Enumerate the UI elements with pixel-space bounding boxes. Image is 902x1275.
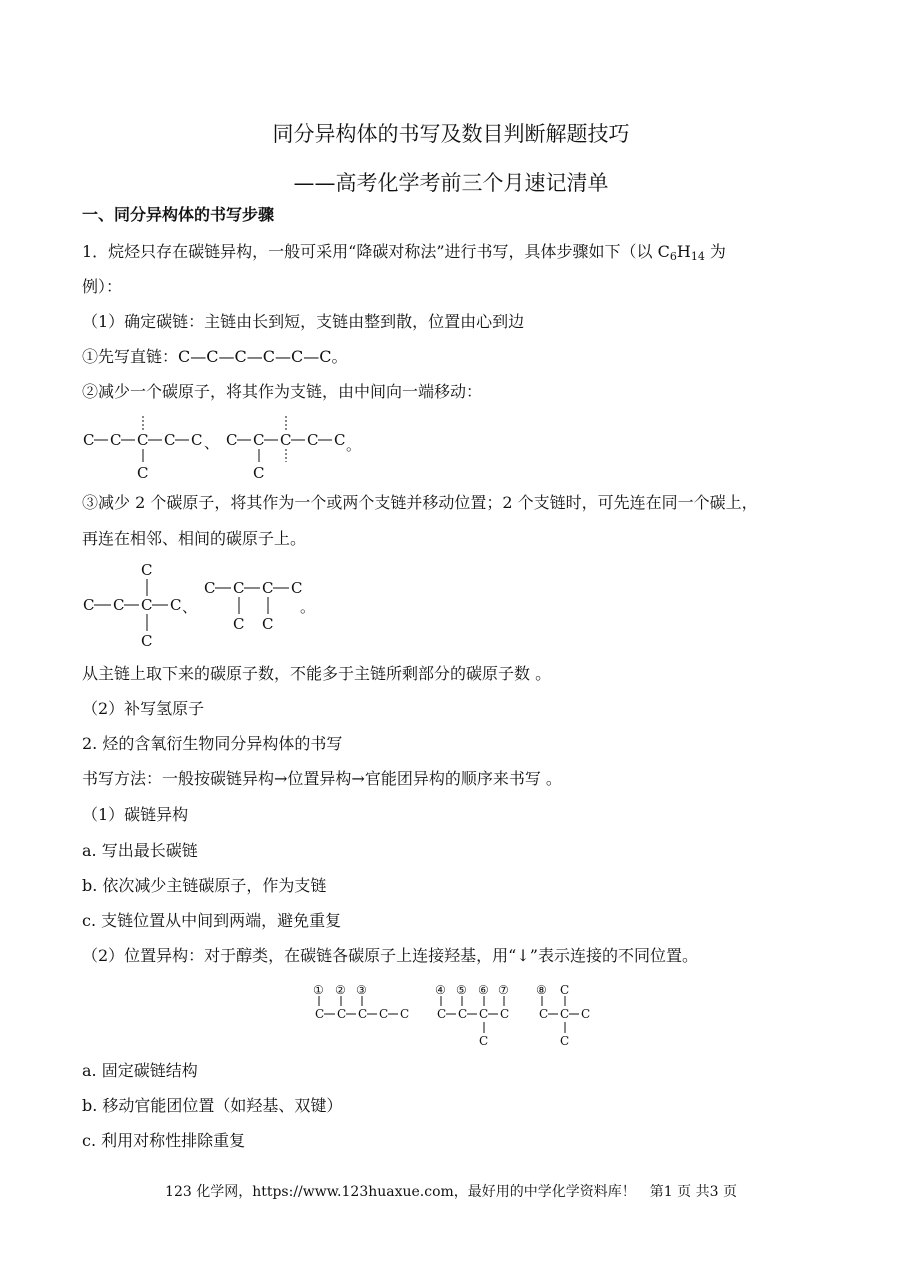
position-label: ⑥ bbox=[478, 983, 489, 997]
paragraph-1-text-end: 为 bbox=[704, 242, 726, 261]
atom: C bbox=[233, 615, 245, 633]
document-title: 同分异构体的书写及数目判断解题技巧 bbox=[272, 122, 630, 146]
structure-2-3-dimethylbutane bbox=[204, 579, 315, 633]
formula-subscript: 14 bbox=[690, 250, 705, 263]
paragraph-2: 2. 烃的含氧衍生物同分异构体的书写 bbox=[82, 734, 343, 753]
atom: C bbox=[113, 596, 125, 614]
position-label: ② bbox=[335, 983, 346, 997]
sub-2a: a. 固定碳链结构 bbox=[82, 1061, 198, 1080]
position-label: ⑧ bbox=[536, 983, 547, 997]
step-1: （1）确定碳链：主链由长到短，支链由整到散，位置由心到边 bbox=[82, 312, 525, 331]
atom: C bbox=[437, 1007, 447, 1021]
position-label: ① bbox=[313, 983, 324, 997]
paragraph-1-cont: 例）： bbox=[82, 277, 123, 296]
atom: C bbox=[191, 431, 203, 449]
page-footer: 123 化学网，https://www.123huaxue.com，最好用的中学化学资料库！ 第1 页 共3 页 bbox=[165, 1184, 737, 1200]
atom: C bbox=[137, 431, 149, 449]
position-label: ③ bbox=[356, 983, 367, 997]
atom: C bbox=[334, 431, 346, 449]
atom: C bbox=[233, 579, 245, 597]
sub-1: （1）碳链异构 bbox=[82, 805, 189, 824]
item-3-cont: 再连在相邻、相间的碳原子上。 bbox=[82, 529, 307, 548]
formula-element: H bbox=[676, 242, 691, 261]
position-label: ④ bbox=[435, 983, 446, 997]
atom: C bbox=[400, 1007, 410, 1021]
atom: C bbox=[164, 431, 176, 449]
sub-2b: b. 移动官能团位置（如羟基、双键） bbox=[82, 1096, 343, 1115]
structure-2-methylpentane bbox=[83, 416, 219, 482]
atom: C bbox=[253, 431, 265, 449]
sub-2: （2）位置异构：对于醇类，在碳链各碳原子上连接羟基，用“↓”表示连接的不同位置。 bbox=[82, 946, 698, 965]
atom: C bbox=[280, 431, 292, 449]
atom: C bbox=[337, 1007, 347, 1021]
atom: C bbox=[83, 596, 95, 614]
atom: C bbox=[170, 596, 182, 614]
atom: C bbox=[358, 1007, 368, 1021]
position-diagram-butane bbox=[313, 983, 409, 1021]
atom: C bbox=[581, 1007, 591, 1021]
atom: C bbox=[560, 1007, 570, 1021]
separator: 、 bbox=[204, 434, 220, 452]
atom: C bbox=[479, 1007, 489, 1021]
position-label: ⑦ bbox=[498, 983, 509, 997]
atom: C bbox=[560, 1034, 570, 1048]
atom: C bbox=[458, 1007, 468, 1021]
atom: C bbox=[83, 431, 95, 449]
atom: C bbox=[500, 1007, 510, 1021]
position-label: ⑤ bbox=[456, 983, 467, 997]
atom: C bbox=[560, 983, 570, 997]
paragraph-1-text: 1．烷烃只存在碳链异构，一般可采用“降碳对称法”进行书写，具体步骤如下（以 C bbox=[82, 242, 670, 261]
item-3: ③减少 2 个碳原子，将其作为一个或两个支链并移动位置；2 个支链时，可先连在同一个碳上， bbox=[82, 493, 758, 512]
atom: C bbox=[291, 579, 303, 597]
atom: C bbox=[307, 431, 319, 449]
structure-2-2-dimethylbutane bbox=[83, 561, 197, 650]
position-diagram-methylbutane bbox=[435, 983, 509, 1048]
sub-1c: c. 支链位置从中间到两端，避免重复 bbox=[82, 911, 342, 930]
atom: C bbox=[137, 464, 149, 482]
atom: C bbox=[204, 579, 216, 597]
item-1: ①先写直链：C—C—C—C—C—C。 bbox=[82, 347, 348, 366]
atom: C bbox=[141, 632, 153, 650]
formula-subscript: 6 bbox=[669, 250, 677, 263]
position-diagram-dimethylpropane bbox=[536, 983, 590, 1048]
method: 书写方法：一般按碳链异构→位置异构→官能团异构的顺序来书写 。 bbox=[82, 769, 562, 788]
document-subtitle: ——高考化学考前三个月速记清单 bbox=[293, 171, 609, 195]
end-period: 。 bbox=[346, 436, 362, 454]
end-period: 。 bbox=[300, 598, 316, 616]
atom: C bbox=[253, 464, 265, 482]
atom: C bbox=[479, 1034, 489, 1048]
sub-1b: b. 依次减少主链碳原子，作为支链 bbox=[82, 876, 327, 895]
atom: C bbox=[262, 615, 274, 633]
separator: 、 bbox=[182, 598, 198, 616]
atom: C bbox=[539, 1007, 549, 1021]
note: 从主链上取下来的碳原子数，不能多于主链所剩部分的碳原子数 。 bbox=[82, 664, 552, 683]
structure-3-methylpentane bbox=[226, 416, 361, 482]
section-heading: 一、同分异构体的书写步骤 bbox=[82, 205, 275, 224]
atom: C bbox=[141, 561, 153, 579]
item-2: ②减少一个碳原子，将其作为支链，由中间向一端移动： bbox=[82, 382, 483, 401]
sub-1a: a. 写出最长碳链 bbox=[82, 841, 198, 860]
atom: C bbox=[110, 431, 122, 449]
atom: C bbox=[315, 1007, 325, 1021]
step-2: （2）补写氢原子 bbox=[82, 699, 205, 718]
atom: C bbox=[262, 579, 274, 597]
atom: C bbox=[379, 1007, 389, 1021]
atom: C bbox=[226, 431, 238, 449]
sub-2c: c. 利用对称性排除重复 bbox=[82, 1131, 246, 1150]
atom: C bbox=[141, 596, 153, 614]
